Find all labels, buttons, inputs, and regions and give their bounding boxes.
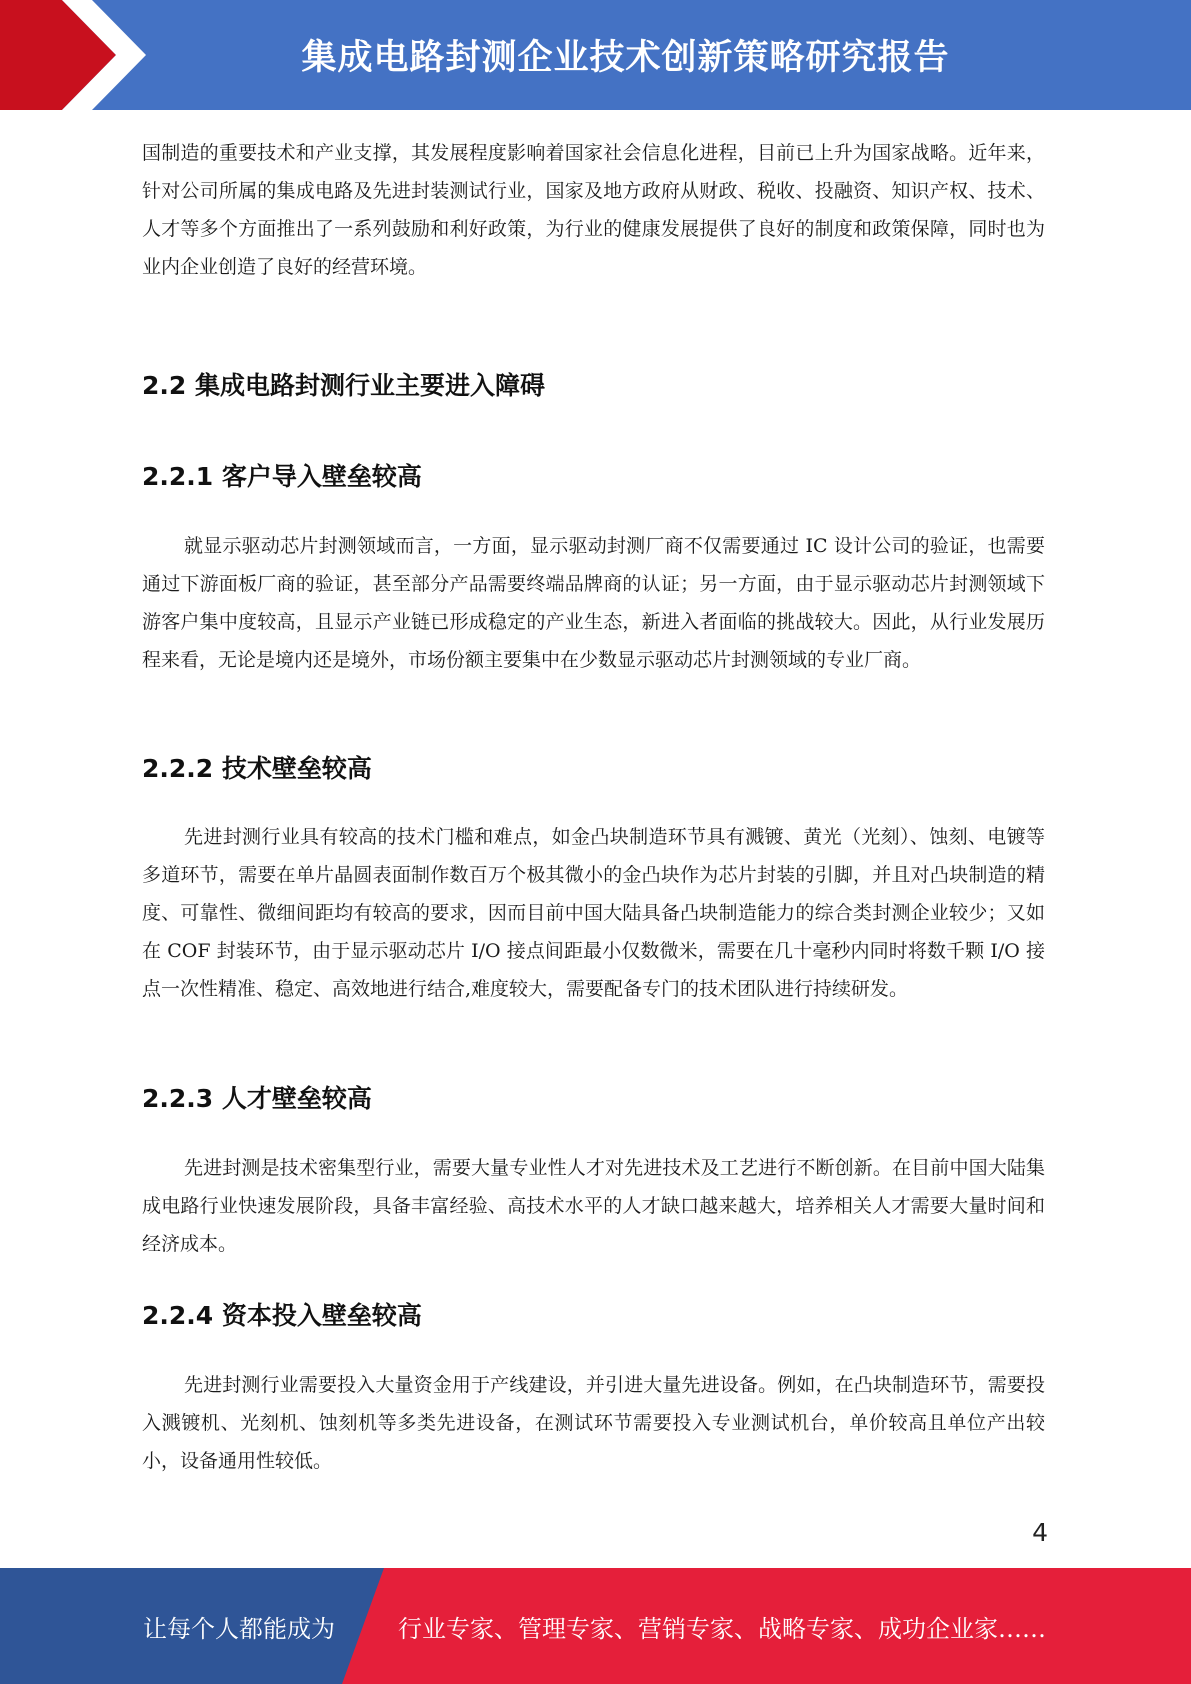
subsection-paragraph-2-2-3: 先进封测是技术密集型行业，需要大量专业性人才对先进技术及工艺进行不断创新。在目前中国大陆集成电路行业快速发展阶段，具备丰富经验、高技术水平的人才缺口越来越大，培养相关人才需要大量时间和经济成本。 [142, 1157, 1045, 1255]
footer-slogan-left: 让每个人都能成为 [143, 1614, 335, 1643]
page-header [0, 0, 1191, 110]
header-chevron-icon [0, 0, 160, 110]
document-title: 集成电路封测企业技术创新策略研究报告 [301, 38, 950, 78]
subsection-heading-2-2-1: 2.2.1 客户导入壁垒较高 [142, 462, 422, 491]
subsection-heading-2-2-4: 2.2.4 资本投入壁垒较高 [142, 1301, 422, 1330]
subsection-heading-2-2-3: 2.2.3 人才壁垒较高 [142, 1084, 372, 1113]
subsection-paragraph-2-2-4: 先进封测行业需要投入大量资金用于产线建设，并引进大量先进设备。例如，在凸块制造环节，需要投入溅镀机、光刻机、蚀刻机等多类先进设备，在测试环节需要投入专业测试机台，单价较高且单位产出较小，设备通用性较低。 [142, 1374, 1045, 1472]
subsection-paragraph-2-2-1: 就显示驱动芯片封测领域而言，一方面，显示驱动封测厂商不仅需要通过 IC 设计公司的验证，也需要通过下游面板厂商的验证，甚至部分产品需要终端品牌商的认证；另一方面，由于显示驱动芯片封测领域下游客户集中度较高，且显示产业链已形成稳定的产业生态，新进入者面临的挑战较大。因此，从行业发展历程来看，无论是境内还是境外，市场份额主要集中在少数显示驱动芯片封测领域的专业厂商。 [142, 535, 1045, 671]
intro-paragraph: 国制造的重要技术和产业支撑，其发展程度影响着国家社会信息化进程，目前已上升为国家战略。近年来，针对公司所属的集成电路及先进封装测试行业，国家及地方政府从财政、税收、投融资、知识产权、技术、人才等多个方面推出了一系列鼓励和利好政策，为行业的健康发展提供了良好的制度和政策保障，同时也为业内企业创造了良好的经营环境。 [142, 142, 1045, 278]
subsection-heading-2-2-2: 2.2.2 技术壁垒较高 [142, 754, 372, 783]
page-number: 4 [1032, 1518, 1048, 1547]
footer-slogan-right: 行业专家、管理专家、营销专家、战略专家、成功企业家…… [398, 1614, 1046, 1643]
subsection-paragraph-2-2-2: 先进封测行业具有较高的技术门槛和难点，如金凸块制造环节具有溅镀、黄光（光刻）、蚀刻、电镀等多道环节，需要在单片晶圆表面制作数百万个极其微小的金凸块作为芯片封装的引脚，并且对凸块制造的精度、可靠性、微细间距均有较高的要求，因而目前中国大陆具备凸块制造能力的综合类封测企业较少；又如在 COF 封装环节，由于显示驱动芯片 I/O 接点间距最小仅数微米，需要在几十毫秒内同时将数千颗 I/O 接点一次性精准、稳定、高效地进行结合,难度较大，需要配备专门的技术团队进行持续研发。 [142, 826, 1045, 1000]
section-heading: 2.2 集成电路封测行业主要进入障碍 [142, 371, 545, 400]
page-footer [0, 1568, 1191, 1684]
